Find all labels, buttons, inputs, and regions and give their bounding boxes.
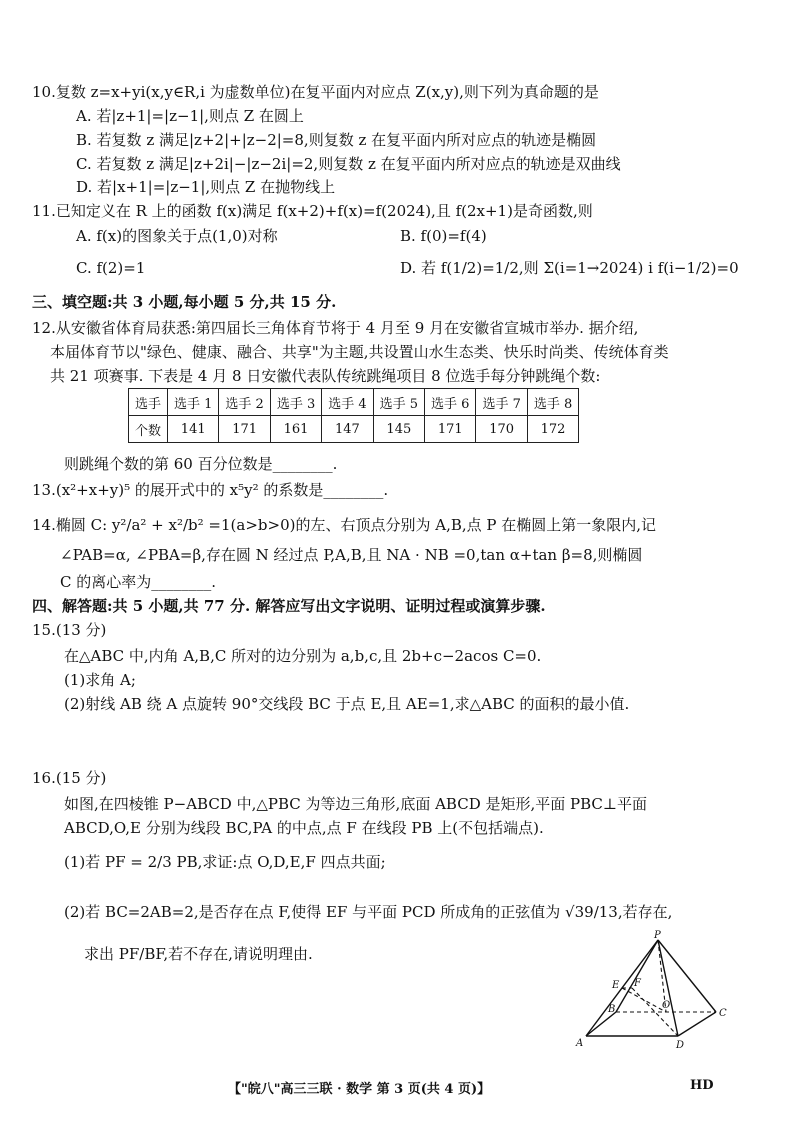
- q12-line-2: 本届体育节以"绿色、健康、融合、共享"为主题,共设置山水生态类、快乐时尚类、传统体育类: [50, 343, 669, 361]
- q14-line-2: ∠PAB=α, ∠PBA=β,存在圆 N 经过点 P,A,B,且 NA · NB =0,tan α+tan β=8,则椭圆: [60, 546, 643, 564]
- section-4-heading: 四、解答题:共 5 小题,共 77 分. 解答应写出文字说明、证明过程或演算步骤.: [32, 597, 546, 615]
- table-cell: 145: [373, 416, 424, 443]
- table-cell: 选手 7: [476, 389, 527, 416]
- table-cell: 141: [168, 416, 219, 443]
- q11-option-a: A. f(x)的图象关于点(1,0)对称: [76, 227, 278, 245]
- table-cell: 147: [322, 416, 373, 443]
- q12-question: 则跳绳个数的第 60 百分位数是________.: [64, 455, 338, 473]
- table-cell: 选手 1: [168, 389, 219, 416]
- table-cell: 171: [219, 416, 270, 443]
- jump-rope-table: [128, 388, 579, 443]
- q12-line-1: 12.从安徽省体育局获悉:第四届长三角体育节将于 4 月至 9 月在安徽省宣城市举办. 据介绍,: [32, 319, 639, 337]
- q10-option-d: D. 若|x+1|=|z−1|,则点 Z 在抛物线上: [76, 178, 336, 196]
- table-cell: 选手 6: [425, 389, 476, 416]
- page-footer: 【"皖八"高三三联 · 数学 第 3 页(共 4 页)】: [228, 1082, 491, 1097]
- section-3-heading: 三、填空题:共 3 小题,每小题 5 分,共 15 分.: [32, 293, 337, 311]
- label-c: C: [719, 1008, 727, 1019]
- q10-option-a: A. 若|z+1|=|z−1|,则点 Z 在圆上: [76, 107, 304, 125]
- q16-part-2: (2)若 BC=2AB=2,是否存在点 F,使得 EF 与平面 PCD 所成角的正弦值为 √39/13,若存在,: [64, 903, 673, 921]
- label-o: O: [662, 1000, 671, 1011]
- table-cell: 选手: [129, 389, 168, 416]
- label-d: D: [676, 1040, 685, 1050]
- table-cell: 161: [270, 416, 321, 443]
- table-cell: 选手 2: [219, 389, 270, 416]
- q15-part-1: (1)求角 A;: [64, 671, 136, 689]
- q11-option-d: D. 若 f(1/2)=1/2,则 Σ(i=1→2024) i f(i−1/2)=0: [400, 259, 739, 277]
- table-cell: 选手 3: [270, 389, 321, 416]
- footer-code: HD: [690, 1078, 714, 1093]
- q14-line-1: 14.椭圆 C: y²/a² + x²/b² =1(a>b>0)的左、右顶点分别为 A,B,点 P 在椭圆上第一象限内,记: [32, 516, 657, 534]
- q11-option-b: B. f(0)=f(4): [400, 227, 487, 245]
- table-cell: 172: [527, 416, 578, 443]
- table-cell: 选手 4: [322, 389, 373, 416]
- label-a: A: [576, 1038, 584, 1049]
- q10-stem: 10.复数 z=x+yi(x,y∈R,i 为虚数单位)在复平面内对应点 Z(x,y),则下列为真命题的是: [32, 83, 599, 101]
- q16-part-1: (1)若 PF = 2/3 PB,求证:点 O,D,E,F 四点共面;: [64, 853, 386, 871]
- pyramid-figure: [572, 928, 732, 1050]
- q13-text: 13.(x²+x+y)⁵ 的展开式中的 x⁵y² 的系数是________.: [32, 481, 389, 499]
- table-cell: 选手 5: [373, 389, 424, 416]
- q11-option-c: C. f(2)=1: [76, 259, 146, 277]
- label-f: F: [634, 978, 641, 989]
- q16-part-3: 求出 PF/BF,若不存在,请说明理由.: [84, 945, 313, 963]
- q14-line-3: C 的离心率为________.: [60, 573, 217, 591]
- q15-stem: 在△ABC 中,内角 A,B,C 所对的边分别为 a,b,c,且 2b+c−2acos C=0.: [64, 647, 542, 665]
- q15-heading: 15.(13 分): [32, 621, 107, 639]
- q16-heading: 16.(15 分): [32, 769, 107, 787]
- table-cell: 171: [425, 416, 476, 443]
- label-p: P: [654, 930, 661, 941]
- q10-option-c: C. 若复数 z 满足|z+2i|−|z−2i|=2,则复数 z 在复平面内所对应点的轨迹是双曲线: [76, 155, 621, 173]
- table-row: [129, 389, 579, 416]
- q16-line-1: 如图,在四棱锥 P−ABCD 中,△PBC 为等边三角形,底面 ABCD 是矩形,平面 PBC⊥平面: [64, 795, 648, 813]
- table-cell: 选手 8: [527, 389, 578, 416]
- q12-line-3: 共 21 项赛事. 下表是 4 月 8 日安徽代表队传统跳绳项目 8 位选手每分钟跳绳个数:: [50, 367, 601, 385]
- table-row: [129, 416, 579, 443]
- q16-line-2: ABCD,O,E 分别为线段 BC,PA 的中点,点 F 在线段 PB 上(不包括端点).: [64, 819, 544, 837]
- q11-stem: 11.已知定义在 R 上的函数 f(x)满足 f(x+2)+f(x)=f(2024),且 f(2x+1)是奇函数,则: [32, 202, 593, 220]
- label-b: B: [608, 1004, 616, 1015]
- q15-part-2: (2)射线 AB 绕 A 点旋转 90°交线段 BC 于点 E,且 AE=1,求△ABC 的面积的最小值.: [64, 695, 630, 713]
- table-cell: 170: [476, 416, 527, 443]
- label-e: E: [612, 980, 620, 991]
- table-cell: 个数: [129, 416, 168, 443]
- q10-option-b: B. 若复数 z 满足|z+2|+|z−2|=8,则复数 z 在复平面内所对应点的轨迹是椭圆: [76, 131, 597, 149]
